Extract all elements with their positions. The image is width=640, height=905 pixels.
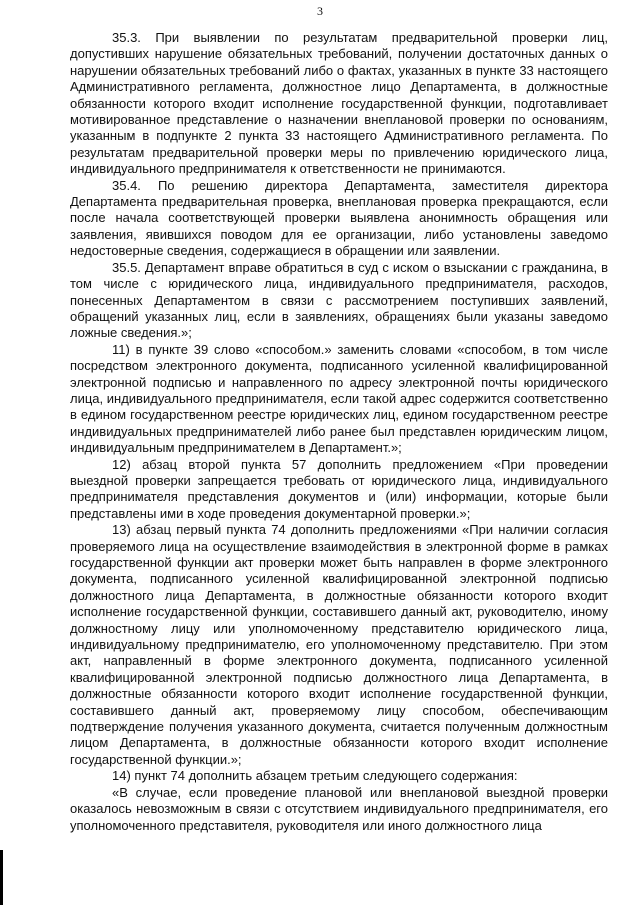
paragraph-35-3: 35.3. При выявлении по результатам предварительной проверки лиц, допустивших нарушение обязательных требований, получении достаточных данных о нарушении обязательных требований либо о фактах, указанных в пункте 33 настоящего Административного регламента, должностное лицо Департамента, в должностные обязанности которого входит исполнение государственной функции, подготавливает мотивированное представление о назначении внеплановой проверки по основаниям, указанным в подпункте 2 пункта 33 настоящего Административного регламента. По результатам предварительной проверки меры по привлечению юридического лица, индивидуального предпринимателя к ответственности не принимаются. <box>70 30 608 177</box>
scan-edge-mark <box>0 850 3 905</box>
paragraph-item-11: 11) в пункте 39 слово «способом.» заменить словами «способом, в том числе посредством электронного документа, подписанного усиленной квалифицированной электронной подписью и направленного по адресу электронной почты юридического лица, индивидуального предпринимателя, если такой адрес содержится соответственно в едином государственном реестре юридических лиц, едином государственном реестре индивидуальных предпринимателей либо ранее был представлен юридическим лицом, индивидуальным предпринимателем в Департамент.»; <box>70 341 608 456</box>
document-body <box>70 30 608 834</box>
paragraph-item-13: 13) абзац первый пункта 74 дополнить предложениями «При наличии согласия проверяемого лица на осуществление взаимодействия в электронной форме в рамках государственной функции акт проверки может быть направлен в форме электронного документа, подписанного усиленной квалифицированной электронной подписью должностного лица Департамента, в должностные обязанности которого входит исполнение государственной функции, составившего данный акт, руководителю, иному должностному лицу или уполномоченному представителю юридического лица, индивидуальному предпринимателю, его уполномоченному представителю. При этом акт, направленный в форме электронного документа, подписанного усиленной квалифицированной электронной подписью должностного лица Департамента, в должностные обязанности которого входит исполнение государственной функции, составившего данный акт, проверяемому лицу способом, обеспечивающим подтверждение получения указанного документа, считается полученным должностным лицом Департамента, в должностные обязанности которого входит исполнение государственной функции.»; <box>70 522 608 767</box>
paragraph-quote: «В случае, если проведение плановой или внеплановой выездной проверки оказалось невозможным в связи с отсутствием индивидуального предпринимателя, его уполномоченного представителя, руководителя или иного должностного лица <box>70 784 608 833</box>
page-number: 3 <box>317 4 323 18</box>
paragraph-35-4: 35.4. По решению директора Департамента, заместителя директора Департамента предварительная проверка, внеплановая проверка прекращаются, если после начала соответствующей проверки выявлена анонимность обращения или заявления, явившихся поводом для ее организации, либо установлены заведомо недостоверные сведения, содержащиеся в обращении или заявлении. <box>70 177 608 259</box>
paragraph-item-14: 14) пункт 74 дополнить абзацем третьим следующего содержания: <box>112 768 518 784</box>
paragraph-35-5: 35.5. Департамент вправе обратиться в суд с иском о взыскании с гражданина, в том числе с юридического лица, индивидуального предпринимателя, расходов, понесенных Департаментом в связи с рассмотрением поступивших заявлений, обращений указанных лиц, если в заявлениях, обращениях были указаны заведомо ложные сведения.»; <box>70 259 608 341</box>
paragraph-item-12: 12) абзац второй пункта 57 дополнить предложением «При проведении выездной проверки запрещается требовать от юридического лица, индивидуального предпринимателя представления документов и (или) информации, которые были представлены ими в ходе проведения документарной проверки.»; <box>70 456 608 521</box>
